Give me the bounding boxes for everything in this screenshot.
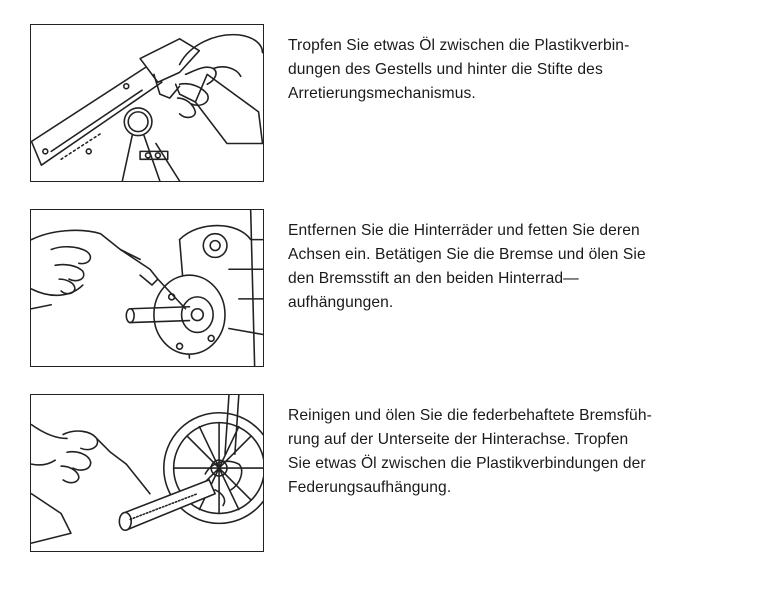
- text-line: aufhängungen.: [288, 294, 394, 311]
- text-line: Arretierungsmechanismus.: [288, 85, 476, 102]
- text-line: rung auf der Unterseite der Hinterachse. Tropfen: [288, 431, 629, 448]
- instruction-text-2: [288, 219, 728, 315]
- text-line: Achsen ein. Betätigen Sie die Bremse und ölen Sie: [288, 246, 646, 263]
- text-line: Sie etwas Öl zwischen die Plastikverbindungen der: [288, 455, 646, 472]
- oiling-frame-joints-illustration: [30, 24, 264, 182]
- instruction-text-3: [288, 404, 728, 500]
- text-line: Reinigen und ölen Sie die federbehaftete Bremsfüh-: [288, 407, 652, 424]
- instruction-text-1: [288, 34, 728, 106]
- text-line: Tropfen Sie etwas Öl zwischen die Plastikverbin-: [288, 37, 630, 54]
- text-line: dungen des Gestells und hinter die Stifte des: [288, 61, 603, 78]
- text-line: Entfernen Sie die Hinterräder und fetten Sie deren: [288, 222, 640, 239]
- text-line: den Bremsstift an den beiden Hinterrad—: [288, 270, 579, 287]
- greasing-rear-axle-illustration: [30, 209, 264, 367]
- text-line: Federungsaufhängung.: [288, 479, 452, 496]
- oiling-brake-guide-illustration: [30, 394, 264, 552]
